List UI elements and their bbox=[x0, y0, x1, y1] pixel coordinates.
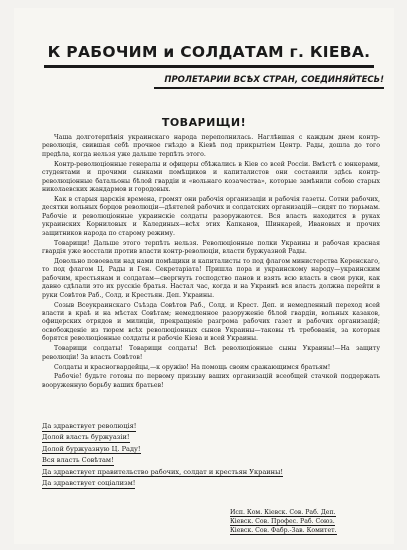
slogan-text: Да здравствует правительство рабочих, солдат и крестьян Украины! bbox=[42, 467, 283, 476]
signatory-text: Исп. Ком. Кіевск. Сов. Раб. Деп. bbox=[230, 509, 336, 516]
signatory bbox=[230, 508, 395, 517]
paragraph: Довольно повоевали над нами помѣщики и капиталисты то под флагом министерства Керенскаго, то под флагом Ц. Рады и Ген. Секретаріата! Пришла пора и украинскому народу—украинским рабочим, крестьянам и солдатам—свергнуть господство панов и взять всю власть в свои руки, как давно сдѣлали это их русскіе братья. Настал час, когда и на Украинѣ вся власть должна перейти в руки Совѣтов Раб., Солд. и Крестьян. Деп. Украины. bbox=[42, 257, 380, 299]
leaflet-sheet bbox=[14, 8, 394, 544]
paragraph: Товарищи солдаты! Товарищи солдаты! Всѣ революціонные сыны Украины!—На защиту революціи! За власть Совѣтов! bbox=[42, 345, 380, 361]
paragraph: Как в старыя царскія времена, громят они рабочія организаціи и рабочія газеты. Сотни рабочих, десятки вольных борцов революціи—дѣятелей рабочих и солдатских организацій—сидят по тюрьмам. Рабочіе и революціонные украинскіе солдаты разоружаются. Вся власть находится в руках украинских Корниловых и Калединых—всѣх этих Капканов, Шинкарей, Ивановых и прочих защитников народа по старому режиму. bbox=[42, 195, 380, 237]
slogan-text: Вся власть Совѣтам! bbox=[42, 456, 114, 465]
slogan-underline bbox=[154, 87, 384, 89]
appeal-body bbox=[42, 134, 380, 392]
signatory-text: Кіевск. Сов. Фабр.-Зав. Комитет. bbox=[230, 527, 337, 535]
slogan-item bbox=[42, 421, 380, 432]
leaflet-title: К РАБОЧИМ и СОЛДАТАМ г. КІЕВА. bbox=[47, 43, 371, 61]
signatory bbox=[230, 526, 395, 535]
slogan-text: Долой власть буржуазіи! bbox=[42, 433, 130, 442]
paragraph: Чаша долготерпѣнія украинскаго народа переполнилась. Наглѣвшая с каждым днем контр-революція, свившая себѣ прочное гнѣздо в Кіевѣ под прикрытіем Центр. Рады, дошла до того предѣла, когда нельзя уже дальше терпѣть этого. bbox=[42, 134, 380, 158]
slogan-text: Долой буржуазную Ц. Раду! bbox=[42, 444, 141, 453]
paragraph: Созыв Всеукраинскаго Съѣзда Совѣтов Раб., Солд. и Крест. Деп. и немедленный переход всей власти в краѣ и на мѣстах Совѣтам; немедленное разоруженіе бѣлой гвардіи, вольных казаков, офицерских отрядов и милиціи, прекращеніе разгрома рабочих газет и рабочих организацій; освобожденіе из тюрем всѣх революціонных сынов Украины—таковы тѣ требованія, за которыя борятся революціонные солдаты и рабочіе Кіева и всей Украины. bbox=[42, 301, 380, 343]
slogan-item bbox=[42, 478, 380, 489]
paragraph: Товарищи! Дальше этого терпѣть нельзя. Революціонные полки Украины и рабочая красная гвардія уже восстали против власти контр-революціи, власти буржуазной Рады. bbox=[42, 239, 380, 256]
paragraph: Солдаты и красногвардейцы,—к оружію! На помощь своим сражающимся братьям! bbox=[54, 363, 331, 371]
signatory bbox=[230, 517, 395, 526]
paragraph: Контр-революціонные генералы и офицеры сбѣжались в Кіев со всей Россіи. Вмѣстѣ с юнкерами, студентами и прочими сынками помѣщиков и капиталистов они составили здѣсь контр-революціонные батальоны бѣлой гвардіи и «вольнаго козачества», которые замѣнили собою старых николаевских жандармов и городовых. bbox=[42, 160, 380, 194]
greeting-heading: ТОВАРИЩИ! bbox=[161, 116, 247, 129]
slogan-item bbox=[42, 432, 380, 443]
header-slogan: ПРОЛЕТАРИИ ВСѢХ СТРАН, СОЕДИНЯЙТЕСЬ! bbox=[164, 75, 384, 85]
slogan-item bbox=[42, 444, 380, 455]
signatory-text: Кіевск. Сов. Профес. Раб. Союз. bbox=[230, 518, 335, 526]
signature-block bbox=[230, 508, 395, 536]
slogan-item bbox=[42, 455, 380, 466]
slogan-text: Да здравствует соціализм! bbox=[42, 479, 136, 488]
title-underline bbox=[44, 65, 374, 68]
slogan-list bbox=[42, 421, 380, 489]
slogan-item bbox=[42, 467, 380, 478]
slogan-text: Да здравствует революція! bbox=[42, 422, 137, 430]
paragraph: Рабочіе! будьте готовы по первому призыву ваших организацій всеобщей стачкой поддержать вооруженную борьбу ваших братьев! bbox=[42, 373, 380, 389]
